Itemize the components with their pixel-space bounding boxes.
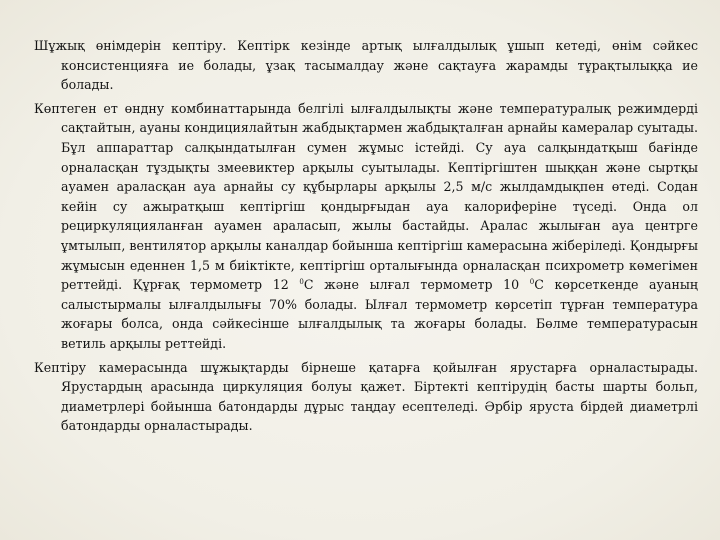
paragraph-text-part-1: Көптеген ет өндну комбинаттарында белгілі ылғалдылықты және температуралық режимдерді сақтайтын, ауаны кондициялайтын жабдықтармен жабдықталған арнайы камералар суытады. Бұл аппараттар салқындатылған сумен жұмыс істейді. Су ауа салқындатқыш бағінде орналасқан тұздықты змеевиктер арқылы суытылады. Кептіргіштен шыққан және сыртқы ауамен араласқан ауа арнайы су құбырлары арқылы 2,5 м/с жылдамдықпен өтеді. Содан кейін су ажыратқыш кептіргіш қондырғыдан ауа калориферіне түседі. Онда ол рециркуляцияланған ауамен араласып, жылы бастайды. Аралас жылыған ауа центрге ұмтылып, вентилятор арқылы каналдар бойынша кептіргіш камерасына жіберіледі. Қондырғы жұмысын еденнен 1,5 м биіктікте, кептіргіш орталығында орналасқан психрометр көмегімен реттейді. Құрғақ термометр 12 bbox=[34, 100, 698, 293]
paragraph-text: Кептіру камерасында шұжықтарды бірнеше қатарға қойылған ярустарға орналастырады. Ярустардың арасында циркуляция болуы қажет. Біртекті кептірудің басты шарты больп, диаметрлері бойынша батондарды дұрыс таңдау есептеледі. Әрбір яруста бірдей диаметрлі батондарды орналастырады. bbox=[34, 359, 698, 434]
paragraph-tiers bbox=[34, 358, 698, 436]
paragraph-text-part-2: С және ылғал термометр 10 bbox=[303, 277, 520, 293]
text-body bbox=[34, 36, 698, 440]
paragraph-text-part-3: С көрсеткенде ауаның салыстырмалы ылғалдылығы 70% болады. Ылғал термометр көрсетіп тұрған температура жоғары болса, онда сәйкесінше ылғалдылық та жоғары болады. Бөлме температурасын ветиль арқылы реттейді. bbox=[61, 277, 698, 351]
paragraph-text: Шұжық өнімдерін кептіру. Кептірк кезінде артық ылғалдылық ұшып кетеді, өнім сәйкес консистенцияға ие болады, ұзақ тасымалдау және сақтауға жарамды тұрақтылыққа ие болады. bbox=[34, 38, 698, 93]
degree-superscript-1: 0 bbox=[299, 278, 304, 287]
paragraph-drying-intro bbox=[34, 36, 698, 95]
paragraph-drying-chambers bbox=[34, 99, 698, 354]
degree-superscript-2: 0 bbox=[529, 278, 535, 287]
